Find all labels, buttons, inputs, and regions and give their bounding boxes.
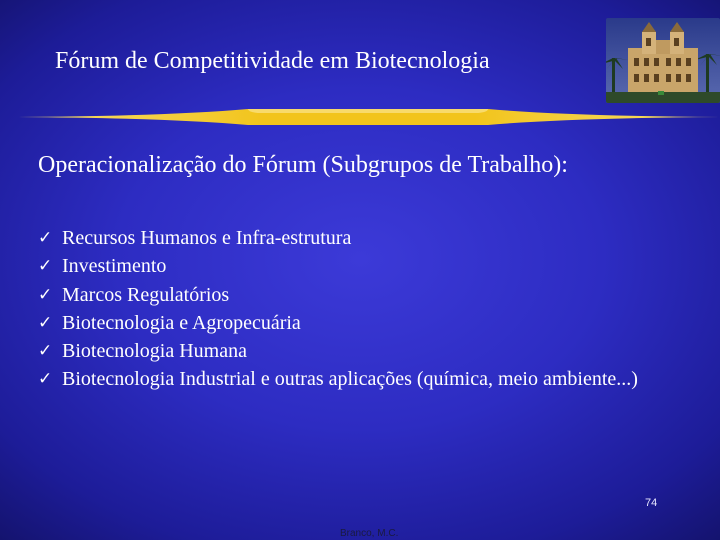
list-item-text: Biotecnologia Industrial e outras aplicações (química, meio ambiente...)	[62, 368, 638, 391]
list-item	[38, 224, 688, 252]
list-item-text: Biotecnologia Humana	[62, 340, 247, 363]
list-item	[38, 309, 688, 337]
list-item	[38, 337, 688, 365]
gold-divider	[18, 106, 720, 128]
list-item-text: Biotecnologia e Agropecuária	[62, 311, 301, 334]
section-heading: Operacionalização do Fórum (Subgrupos de Trabalho):	[38, 152, 568, 178]
checkmark-icon: ✓	[38, 228, 53, 248]
checkmark-icon: ✓	[38, 284, 53, 305]
bullet-list	[38, 224, 688, 394]
list-item	[38, 252, 688, 280]
checkmark-icon: ✓	[38, 341, 53, 362]
checkmark-icon: ✓	[38, 256, 53, 277]
checkmark-icon: ✓	[38, 312, 53, 333]
footer-credit: Branco, M.C.	[340, 528, 399, 539]
list-item-text: Investimento	[62, 255, 167, 278]
list-item	[38, 281, 688, 309]
checkmark-icon: ✓	[38, 369, 53, 390]
building-photo	[606, 18, 720, 103]
page-number: 74	[645, 497, 658, 509]
slide-title: Fórum de Competitividade em Biotecnologia	[55, 48, 490, 74]
list-item	[38, 365, 688, 393]
list-item-text: Recursos Humanos e Infra-estrutura	[62, 227, 352, 249]
list-item-text: Marcos Regulatórios	[62, 283, 230, 306]
